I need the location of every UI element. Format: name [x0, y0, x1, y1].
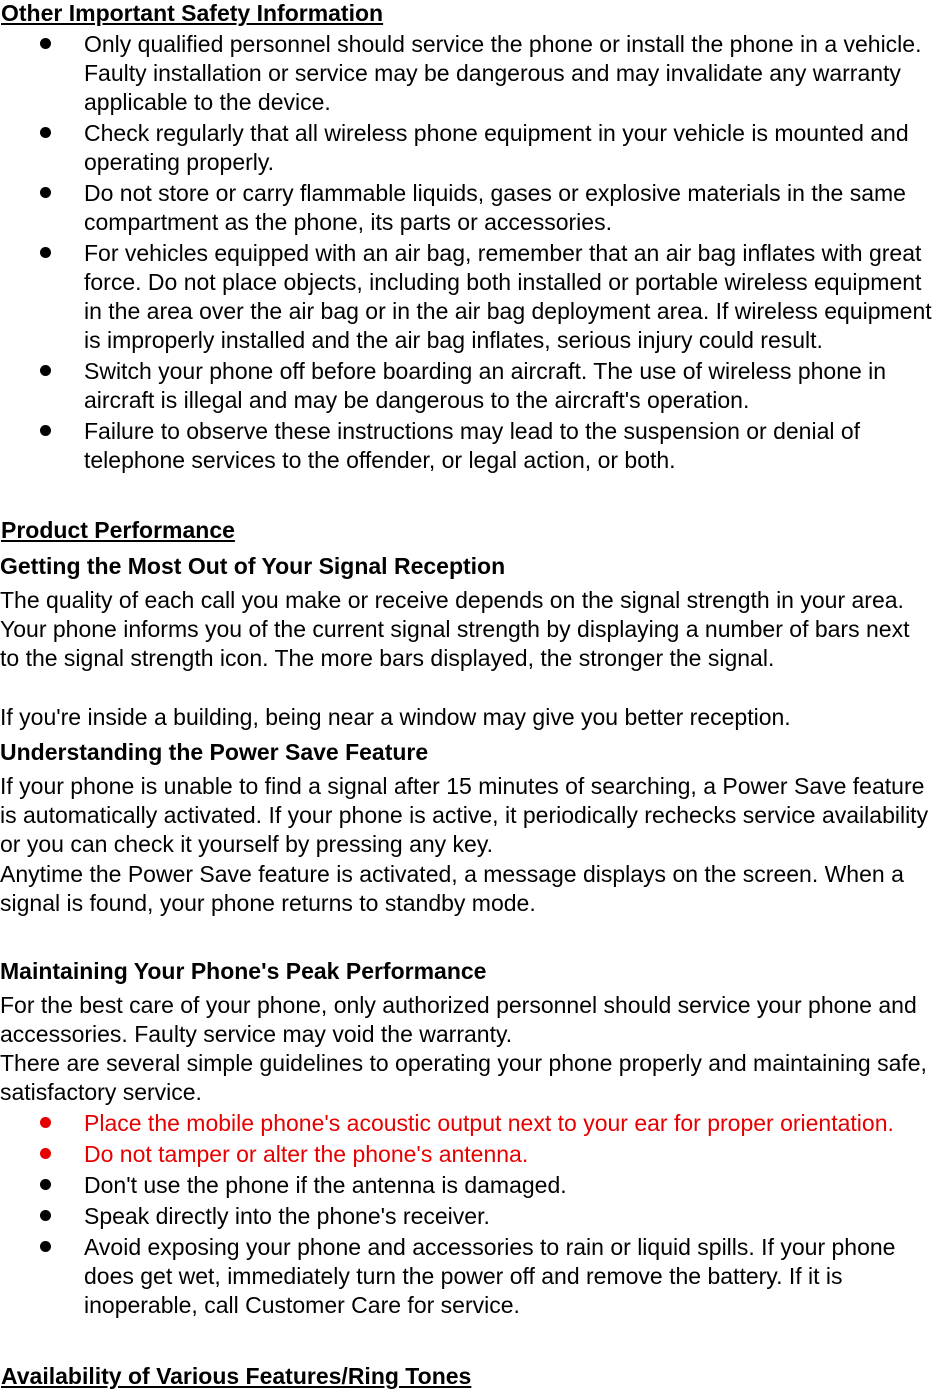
list-item: Check regularly that all wireless phone equipment in your vehicle is mounted and operating properly.	[0, 119, 932, 177]
bullet-icon	[40, 127, 51, 138]
bullet-icon	[40, 1210, 51, 1221]
subheading-signal: Getting the Most Out of Your Signal Reception	[0, 553, 506, 579]
bullet-icon	[40, 1117, 51, 1128]
list-item: Speak directly into the phone's receiver.	[0, 1202, 932, 1231]
list-item: Place the mobile phone's acoustic output next to your ear for proper orientation.	[0, 1109, 932, 1138]
paragraph-power-2: Anytime the Power Save feature is activated, a message displays on the screen. When a signal is found, your phone returns to standby mode.	[0, 861, 904, 916]
list-item: Switch your phone off before boarding an aircraft. The use of wireless phone in aircraft is illegal and may be dangerous to the aircraft's operation.	[0, 357, 932, 415]
bullet-icon	[40, 38, 51, 49]
heading-safety: Other Important Safety Information	[1, 0, 384, 26]
list-item: Avoid exposing your phone and accessories to rain or liquid spills. If your phone does get wet, immediately turn the power off and remove the battery. If it is inoperable, call Customer Care for service.	[0, 1233, 932, 1320]
subheading-peak: Maintaining Your Phone's Peak Performance	[0, 958, 487, 984]
bullet-icon	[40, 365, 51, 376]
bullet-icon	[40, 187, 51, 198]
bullet-icon	[40, 1179, 51, 1190]
safety-list	[0, 30, 932, 475]
bullet-icon	[40, 425, 51, 436]
paragraph-signal-2: If you're inside a building, being near a window may give you better reception.	[0, 704, 791, 730]
list-item: Don't use the phone if the antenna is damaged.	[0, 1171, 932, 1200]
list-item: Failure to observe these instructions may lead to the suspension or denial of telephone services to the offender, or legal action, or both.	[0, 417, 932, 475]
bullet-icon	[40, 1148, 51, 1159]
paragraph-power-1: If your phone is unable to find a signal after 15 minutes of searching, a Power Save feature is automatically activated. If your phone is active, it periodically rechecks service availability or you can check it yourself by pressing any key.	[0, 773, 929, 857]
heading-performance: Product Performance	[1, 517, 235, 543]
list-item: Only qualified personnel should service the phone or install the phone in a vehicle. Faulty installation or service may be dangerous and may invalidate any warranty applicable to the device.	[0, 30, 932, 117]
peak-list	[0, 1109, 932, 1320]
list-item: Do not store or carry flammable liquids, gases or explosive materials in the same compartment as the phone, its parts or accessories.	[0, 179, 932, 237]
list-item: For vehicles equipped with an air bag, remember that an air bag inflates with great force. Do not place objects, including both installed or portable wireless equipment in the area over the air bag or in the air bag deployment area. If wireless equipment is improperly installed and the air bag inflates, serious injury could result.	[0, 239, 932, 355]
paragraph-peak-2: There are several simple guidelines to operating your phone properly and maintaining safe, satisfactory service.	[0, 1050, 927, 1105]
bullet-icon	[40, 1241, 51, 1252]
paragraph-signal-1: The quality of each call you make or receive depends on the signal strength in your area. Your phone informs you of the current signal strength by displaying a number of bars next to the signal strength icon. The more bars displayed, the stronger the signal.	[0, 587, 910, 671]
heading-availability: Availability of Various Features/Ring Tones	[1, 1363, 472, 1389]
bullet-icon	[40, 247, 51, 258]
subheading-power-save: Understanding the Power Save Feature	[0, 739, 429, 765]
list-item: Do not tamper or alter the phone's antenna.	[0, 1140, 932, 1169]
paragraph-peak-1: For the best care of your phone, only authorized personnel should service your phone and accessories. Faulty service may void the warranty.	[0, 992, 917, 1047]
